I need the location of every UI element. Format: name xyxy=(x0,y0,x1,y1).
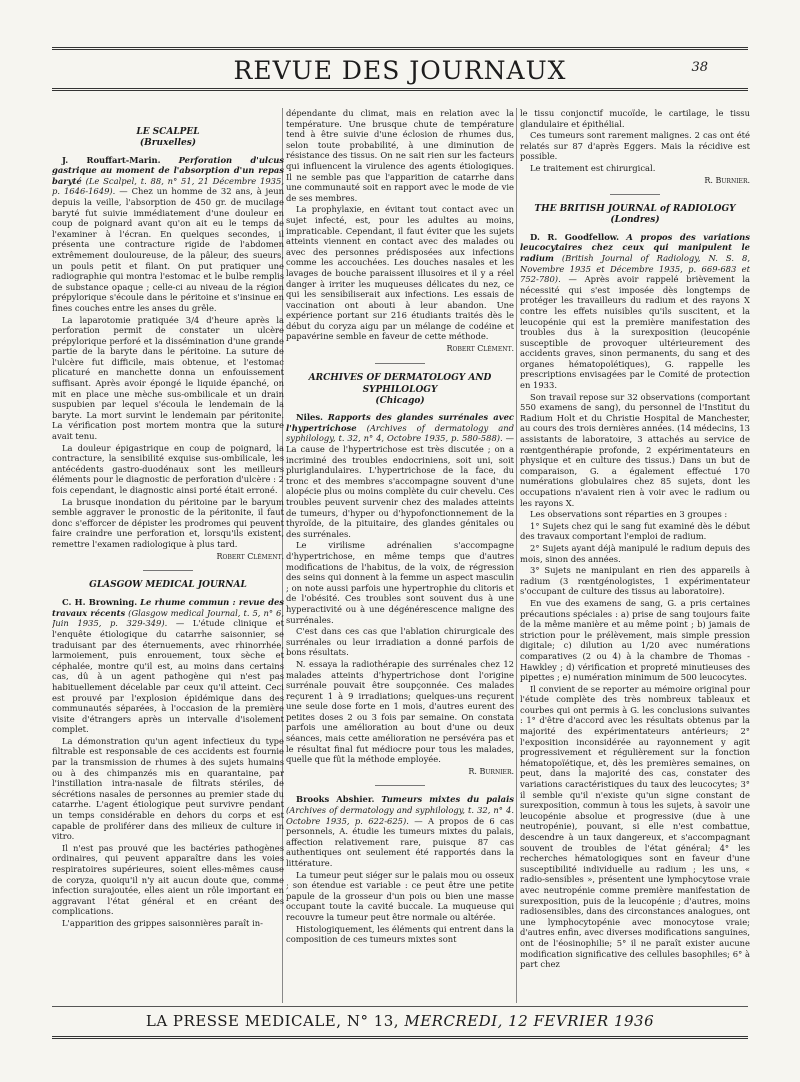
article-paragraph: La douleur épigastrique en coup de poignard, la contracture, la sensibilité exquise sus-ombilicale, les antécédents gastro-duodénaux sont les meilleurs éléments pour le diagnostic de perforation d'ulcère : 2 fois cependant, le diagnostic ainsi porté était erroné. xyxy=(52,442,284,495)
header-rule xyxy=(52,88,748,91)
column-2 xyxy=(286,108,514,1006)
section-separator xyxy=(610,194,660,195)
article-paragraph xyxy=(520,232,750,391)
article-paragraph xyxy=(52,155,284,314)
article-reference: (Archives of dermatology and syphilology, t. 32, n° 4. Octobre 1935, p. 622-625). xyxy=(286,805,514,826)
page-footer xyxy=(0,1012,800,1030)
footer-rule xyxy=(52,1006,748,1007)
article-paragraph: 1° Sujets chez qui le sang fut examiné dès le début des travaux comportant l'emploi de radium. xyxy=(520,520,750,542)
article-author: Brooks Abshier. xyxy=(296,794,375,805)
article-paragraph: 2° Sujets ayant déjà manipulé le radium depuis des mois, sinon des années. xyxy=(520,542,750,564)
article-paragraph: L'apparition des grippes saisonnières paraît in- xyxy=(62,917,263,928)
journal-heading: THE BRITISH JOURNAL of RADIOLOGY xyxy=(534,204,736,215)
article-author: D. R. Goodfellow. xyxy=(530,231,620,242)
article-reference: (Le Scalpel, t. 88, n° 51, 21 Décembre 1935, p. 1646-1649). xyxy=(52,175,284,197)
article-paragraph: 3° Sujets ne manipulant en rien des appareils à radium (3 rœntgénologistes, 1 expérimentateur s'occupant de culture des tissus au laboratoire). xyxy=(520,565,750,597)
article-title: Perforation d'ulcus gastrique au moment de l'absorption d'un repas baryté xyxy=(52,154,284,186)
journal-heading: LE SCALPEL xyxy=(136,127,200,137)
article-paragraph: le tissu conjonctif mucoïde, le cartilage, le tissu glandulaire et épithélial. xyxy=(520,108,750,129)
article-signature: R. Burnier. xyxy=(468,766,514,776)
footer-day: MERCREDI, xyxy=(404,1012,503,1030)
bottom-rule xyxy=(52,1036,748,1039)
article-paragraph: Le virilisme adrénalien s'accompagne d'hypertrichose, en même temps que d'autres modifications de l'habitus, de la voix, de régression des seins qui donnent à la femme un aspect masculin ; on note aussi parfois une hypertrophie du clitoris et de l'obésité. Ces troubles sont souvent dus à une hyperactivité ou à une dégénérescence maligne des surrénales. xyxy=(286,540,514,625)
article-paragraph: La brusque inondation du péritoine par le baryum semble aggraver le pronostic de la péritonite, il faut donc s'efforcer de dépister les prodromes qui peuvent faire craindre une perforation et, lorsqu'ils existent, remettre l'examen radiologique à plus tard. xyxy=(52,496,284,549)
article-title: Tumeurs mixtes du palais xyxy=(381,794,514,805)
footer-date: 12 FEVRIER 1936 xyxy=(508,1012,655,1030)
article-signature: R. Burnier. xyxy=(704,175,750,185)
article-title: A propos des variations leucocytaires chez ceux qui manipulent le radium xyxy=(520,231,750,263)
section-separator xyxy=(375,785,425,786)
article-paragraph: Histologiquement, les éléments qui entrent dans la composition de ces tumeurs mixtes sont xyxy=(286,923,514,945)
article-paragraph: Il n'est pas prouvé que les bactéries pathogènes ordinaires, qui peuvent apparaître dans les voies respiratoires supérieures, soient elles-mêmes cause de coryza, quoiqu'il n'y ait aucun doute que, comme infection surajoutée, elles aient un rôle important en aggravant l'état général et en créant des complications. xyxy=(52,842,284,917)
article-paragraph xyxy=(286,412,514,539)
journal-city: (Londres) xyxy=(610,215,660,226)
article-paragraph: Le traitement est chirurgical. xyxy=(530,162,656,173)
article-paragraph: N. essaya la radiothérapie des surrénales chez 12 malades atteints d'hypertrichose dont l'origine surrénale pouvait être soupçonnée. Ces malades reçurent 1 à 9 irradiations; quelques-uns reçurent une seule dose forte en 1 mois, d'autres eurent des petites doses 2 ou 3 fois par semaine. On constata parfois une amélioration au bout d'une ou deux séances, mais cette amélioration ne persévéra pas et le résultat final fut médiocre pour tous les malades, quelle que fût la méthode employée. xyxy=(286,658,514,765)
article-paragraph: dépendante du climat, mais en relation avec la température. Une brusque chute de température tend à être suivie d'une éclosion de rhumes dus, selon toute probabilité, à une diminution de résistance des tissus. On ne sait rien sur les facteurs qui influencent la virulence des agents étiologiques. Il ne semble pas que l'apparition de catarrhe dans une communauté soit en rapport avec le mode de vie de ses membres. xyxy=(286,108,514,203)
article-reference: (British Journal of Radiology, N. S. 8, Novembre 1935 et Décembre 1935, p. 669-683 et 752-780). xyxy=(520,252,750,285)
column-1 xyxy=(52,108,284,1006)
article-paragraph: Son travail repose sur 32 observations (comportant 550 examens de sang), du personnel de l'Institut du Radium Holt et du Christie Hospital de Manchester, au cours des trois dernières années. (14 médecins, 13 assistants de laboratoire, 3 attachés au service de rœntgenthérapie profonde, 2 expérimentateurs en physique et en culture des tissus.) Dans un but de comparaison, G. a également effectué 170 numérations globulaires chez 85 sujets, dont les occupations n'avaient rien à voir avec le radium ou les rayons X. xyxy=(520,391,750,508)
journal-city: (Bruxelles) xyxy=(139,138,197,148)
column-divider xyxy=(516,108,517,1003)
article-paragraph: La tumeur peut siéger sur le palais mou ou osseux ; son étendue est variable : ce peut être une petite papule de la grosseur d'un pois ou bien une masse occupant toute la cavité buccale. La muqueuse qui recouvre la tumeur peut être normale ou altérée. xyxy=(286,869,514,922)
journal-heading: ARCHIVES OF DERMATOLOGY AND SYPHILOLOGY xyxy=(308,372,492,395)
article-text: — Après avoir rappelé brièvement la nécessité qui s'est imposée dès longtemps de protéger les travailleurs du radium et des rayons X contre les effets nuisibles qu'ils suscitent, et la leucopénie qui est la première manifestation des troubles dus à la surexposition (leucopénie susceptible de provoquer ultérieurement des accidents graves, sinon permanents, du sang et des organes hématopoïétiques), G. rappelle les prescriptions envisagées par le Comité de protection en 1933. xyxy=(520,274,750,391)
article-signature: Robert Clément. xyxy=(216,551,284,561)
section-separator xyxy=(143,570,193,571)
section-separator xyxy=(375,363,425,364)
article-text: — Chez un homme de 32 ans, à jeun depuis la veille, l'absorption de 450 gr. de mucilage baryté fut suivie immédiatement d'une douleur en coup de poignard avant qu'on ait eu le temps de l'examiner à l'écran. En quelques secondes, il présenta une contracture rigide de l'abdomen extrêmement douloureuse, de la pâleur, des sueurs, un pouls petit et filant. On put pratiquer une radiographie qui montra l'estomac et le bulbe remplis de substance opaque ; celle-ci au niveau de la région prépylorique s'écoule dans le péritoine et s'insinue en fines couches entre les anses du grêle. xyxy=(52,186,284,313)
article-paragraph: Ces tumeurs sont rarement malignes. 2 cas ont été relatés sur 87 d'après Eggers. Mais la récidive est possible. xyxy=(520,130,750,162)
article-author: Niles. xyxy=(296,412,323,423)
article-reference: (Glasgow medical Journal, t. 5, n° 6, Juin 1935, p. 329-349). xyxy=(52,607,284,629)
article-paragraph xyxy=(52,597,284,735)
article-paragraph: Les observations sont réparties en 3 groupes : xyxy=(530,509,728,520)
article-paragraph: La démonstration qu'un agent infectieux du type filtrable est responsable de ces accidents est fournie par la transmission de rhumes à des sujets humains ou à des chimpanzés mis en quarantaine, par l'instillation intra-nasale de filtrats stériles, de sécrétions nasales de personnes au premier stade du catarrhe. L'agent étiologique peut survivre pendant un temps considérable en dehors du corps et est capable de proliférer dans des milieux de culture in vitro. xyxy=(52,735,284,842)
article-paragraph: Il convient de se reporter au mémoire original pour l'étude complète des très nombreux tableaux et courbes qui ont permis à G. les conclusions suivantes : 1° d'être d'accord avec les résultats obtenus par la majorité des expérimentateurs antérieurs; 2° l'exposition inconsidérée au rayonnement y agit progressivement et régulièrement sur la fonction hématopoïétique, et, dès les premières semaines, on peut, dans la majorité des cas, constater des variations caractéristiques du taux des leucocytes; 3° il semble qu'il n'existe qu'un signe constant de surexposition, commun à tous les sujets, à savoir une leucopénie absolue et progressive (due à une neutropénie), pouvant, si elle n'est combattue, descendre à un taux dangereux, et s'accompagnant souvent de troubles de l'état général; 4° les recherches hématologiques sont en faveur d'une susceptibilité individuelle au radium ; les uns, « radio-sensibles », présentent une lymphocytose vraie avec neutropénie comme première manifestation de surexposition, puis de la leucopénie ; d'autres, moins radiosensibles, dans des circonstances analogues, ont une lymphocytopénie avec monocytose vraie; d'autres enfin, avec diverses modifications sanguines, ont de l'éosinophilie; 5° il ne paraît exister aucune modification significative des cellules basophiles; 6° à part chez xyxy=(520,683,750,970)
article-title: Rapports des glandes surrénales avec l'hypertrichose xyxy=(286,412,514,433)
top-rule xyxy=(52,47,748,50)
article-author: J. Rouffart-Marin. xyxy=(62,154,161,165)
article-paragraph: La laparotomie pratiquée 3/4 d'heure après la perforation permit de constater un ulcère prépylorique perforé et la dissémination d'une grande partie de la baryte dans le péritoine. La suture de l'ulcère fut difficile, mais obtenue, et l'estomac plicaturé en manchette donna un enfouissement suffisant. Après avoir épongé le liquide épanché, on mit en place une mèche sus-ombilicale et un drain suspubien par lequel s'écoula le lendemain de la baryte. La mort survint le lendemain par péritonite. La vérification post mortem montra que la suture avait tenu. xyxy=(52,314,284,442)
article-author: C. H. Browning. xyxy=(62,597,138,608)
journal-city: (Chicago) xyxy=(375,395,425,406)
article-paragraph xyxy=(286,794,514,868)
article-text: — La cause de l'hypertrichose est très discutée ; on a incriminé des troubles endocriniens, soit uni, soit pluriglandulaires. L'hypertrichose de la face, du tronc et des membres s'accompagne souvent d'une alopécie plus ou moins complète du cuir chevelu. Ces troubles peuvent survenir chez des malades atteints de tumeurs, d'hyper ou d'hypofonctionnement de la thyroïde, de la pituitaire, des glandes génitales ou des surrénales. xyxy=(286,433,514,539)
column-3 xyxy=(520,108,750,1006)
page-title: REVUE DES JOURNAUX xyxy=(233,56,567,85)
article-reference: (Archives of dermatology and syphilology, t. 32, n° 4, Octobre 1935, p. 580-588). xyxy=(286,422,514,444)
article-paragraph: La prophylaxie, en évitant tout contact avec un sujet infecté, est, pour les adultes au moins, impraticable. Cependant, il faut éviter que les sujets atteints viennent en contact avec des malades ou avec des personnes prédisposées aux infections comme les accouchées. Les douches nasales et les lavages de bouche paraissent illusoires et il y a réel danger à irriter les muqueuses délicates du nez, ce qui les sensibiliserait aux infections. Les essais de vaccination ont abouti à leur abandon. Une expérience portant sur 216 étudiants traités dès le début du coryza aigu par un mélange de codéine et papavérine semble en faveur de cette méthode. xyxy=(286,204,514,342)
article-title: Le rhume commun : revue des travaux récents xyxy=(52,597,284,618)
article-paragraph: En vue des examens de sang, G. a pris certaines précautions spéciales : a) prise de sang toujours faite de la même manière et au même point ; b) jamais de striction pour le prélèvement, mais simple pression digitale; c) dilution au 1/20 avec numérations comparatives (2 ou 4) à la chambre de Thomas - Hawkley ; d) vérification et propreté minutieuses des pipettes ; e) numération minimum de 500 leucocytes. xyxy=(520,597,750,683)
article-paragraph: C'est dans ces cas que l'ablation chirurgicale des surrénales ou leur irradiation a donné parfois de bons résultats. xyxy=(286,626,514,658)
article-text: — L'étude clinique et l'enquête étiologique du catarrhe saisonnier, se traduisant par des éternuements, avec rhinorrhée, larmoiement, puis enrouement, toux sèche et céphalée, montre qu'il est, au moins dans certains cas, dû à un agent pathogène qui n'est pas habituellement décelable par ceux qu'il atteint. Ceci est prouvé par l'explosion épidémique dans des communautés séparées, à l'occasion de la première visite d'étrangers après un intervalle d'isolement complet. xyxy=(52,618,284,735)
page-number: 38 xyxy=(691,60,708,75)
footer-journal: LA PRESSE MEDICALE, xyxy=(145,1012,342,1030)
article-signature: Robert Clément. xyxy=(446,344,514,354)
article-text: — A propos de 6 cas personnels, A. étudie les tumeurs mixtes du palais, affection relativement rare, puisque 87 cas authentiques ont seulement été rapportés dans la littérature. xyxy=(286,815,514,868)
journal-heading: GLASGOW MEDICAL JOURNAL xyxy=(89,580,247,591)
footer-issue: N° 13, xyxy=(346,1012,400,1030)
